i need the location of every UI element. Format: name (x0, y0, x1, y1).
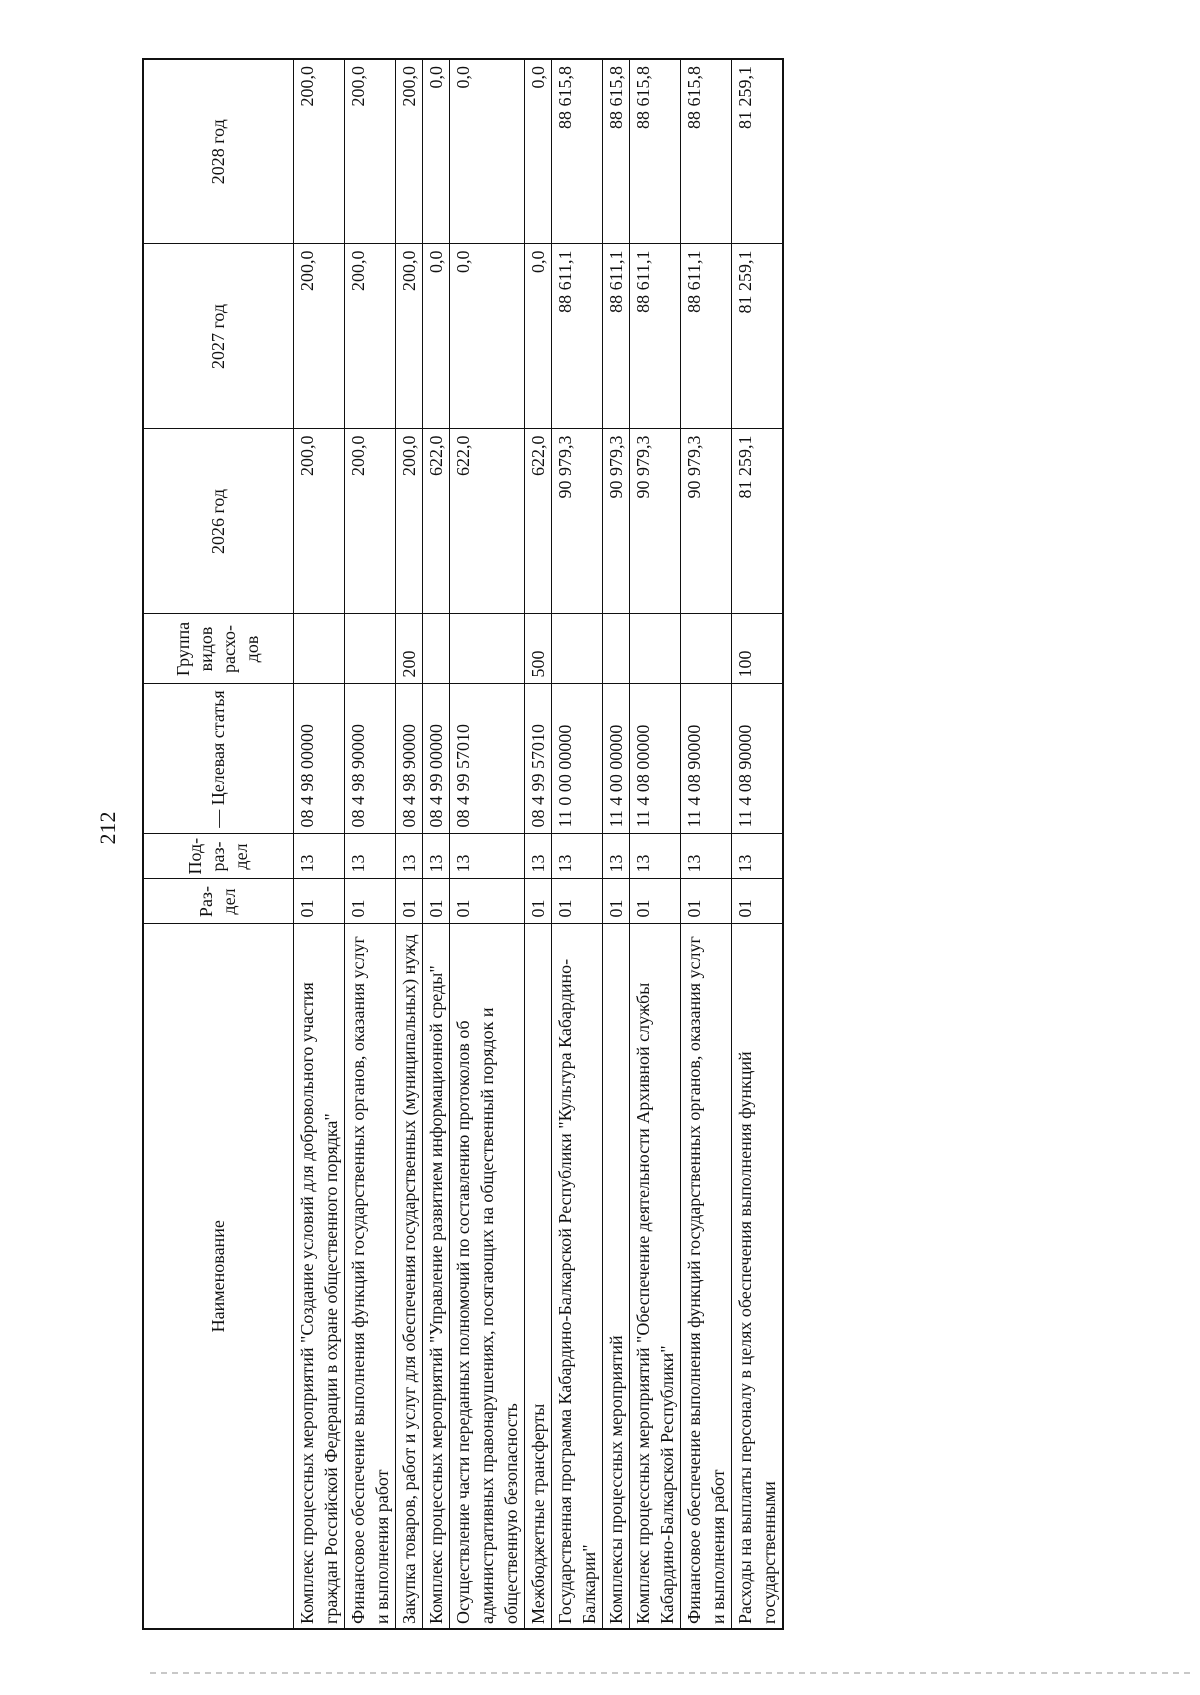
row-2026: 90 979,3 (629, 429, 680, 614)
table-row (449, 59, 524, 1629)
row-razdel: 01 (344, 879, 395, 924)
row-2028: 88 615,8 (629, 59, 680, 244)
row-vid-rashodov: 100 (731, 614, 783, 684)
row-vid-rashodov (551, 614, 602, 684)
row-2028: 200,0 (293, 59, 344, 244)
row-podrazdel: 13 (551, 834, 602, 879)
table-row (731, 59, 783, 1629)
table-row (602, 59, 629, 1629)
header-razdel: Раз-дел (143, 879, 293, 924)
row-vid-rashodov (344, 614, 395, 684)
row-2028: 88 615,8 (680, 59, 731, 244)
table-header-row (143, 59, 293, 1629)
header-celevaya-statya: — Целевая статья (143, 684, 293, 834)
row-razdel: 01 (395, 879, 422, 924)
row-razdel: 01 (629, 879, 680, 924)
row-2027: 88 611,1 (680, 244, 731, 429)
row-2028: 88 615,8 (551, 59, 602, 244)
rotated-table-container (142, 60, 1082, 1630)
row-name: Комплекс процессных мероприятий "Обеспечение деятельности Архивной службы Кабардино-Балкарской Республики" (629, 924, 680, 1629)
header-name: Наименование (143, 924, 293, 1629)
table-row (344, 59, 395, 1629)
scan-artifact-line (150, 1672, 1195, 1674)
row-razdel: 01 (524, 879, 551, 924)
row-podrazdel: 13 (344, 834, 395, 879)
row-podrazdel: 13 (422, 834, 449, 879)
budget-table (142, 58, 784, 1630)
table-row (680, 59, 731, 1629)
table-row (551, 59, 602, 1629)
row-podrazdel: 13 (731, 834, 783, 879)
row-2026: 90 979,3 (551, 429, 602, 614)
row-razdel: 01 (680, 879, 731, 924)
page-number: 212 (95, 811, 120, 845)
table-row (422, 59, 449, 1629)
row-2028: 200,0 (395, 59, 422, 244)
row-razdel: 01 (449, 879, 524, 924)
row-2026: 81 259,1 (731, 429, 783, 614)
row-2028: 0,0 (524, 59, 551, 244)
row-name: Межбюджетные трансферты (524, 924, 551, 1629)
row-celevaya-statya: 11 4 00 00000 (602, 684, 629, 834)
row-2028: 88 615,8 (602, 59, 629, 244)
row-vid-rashodov (293, 614, 344, 684)
row-2026: 622,0 (422, 429, 449, 614)
row-name: Финансовое обеспечение выполнения функций государственных органов, оказания услуг и выполнения работ (680, 924, 731, 1629)
row-celevaya-statya: 11 0 00 00000 (551, 684, 602, 834)
row-celevaya-statya: 08 4 98 90000 (395, 684, 422, 834)
row-podrazdel: 13 (524, 834, 551, 879)
row-2027: 0,0 (524, 244, 551, 429)
header-2026: 2026 год (143, 429, 293, 614)
row-2026: 200,0 (344, 429, 395, 614)
row-vid-rashodov (629, 614, 680, 684)
row-2027: 200,0 (395, 244, 422, 429)
row-2027: 200,0 (344, 244, 395, 429)
row-2026: 90 979,3 (602, 429, 629, 614)
table-row (629, 59, 680, 1629)
row-2028: 0,0 (449, 59, 524, 244)
row-2028: 81 259,1 (731, 59, 783, 244)
row-celevaya-statya: 11 4 08 90000 (731, 684, 783, 834)
row-celevaya-statya: 11 4 08 00000 (629, 684, 680, 834)
row-vid-rashodov (602, 614, 629, 684)
row-name: Закупка товаров, работ и услуг для обеспечения государственных (муниципальных) нужд (395, 924, 422, 1629)
row-celevaya-statya: 08 4 99 00000 (422, 684, 449, 834)
row-razdel: 01 (293, 879, 344, 924)
row-podrazdel: 13 (629, 834, 680, 879)
row-2026: 622,0 (524, 429, 551, 614)
row-vid-rashodov (680, 614, 731, 684)
row-2027: 0,0 (449, 244, 524, 429)
row-2027: 88 611,1 (629, 244, 680, 429)
row-name: Государственная программа Кабардино-Балкарской Республики "Культура Кабардино-Балкарии" (551, 924, 602, 1629)
row-celevaya-statya: 08 4 99 57010 (524, 684, 551, 834)
row-name: Комплексы процессных мероприятий (602, 924, 629, 1629)
row-vid-rashodov: 500 (524, 614, 551, 684)
row-celevaya-statya: 08 4 99 57010 (449, 684, 524, 834)
row-razdel: 01 (602, 879, 629, 924)
row-2028: 200,0 (344, 59, 395, 244)
row-2026: 90 979,3 (680, 429, 731, 614)
table-row (293, 59, 344, 1629)
row-2026: 200,0 (293, 429, 344, 614)
row-name: Комплекс процессных мероприятий "Управление развитием информационной среды" (422, 924, 449, 1629)
row-podrazdel: 13 (680, 834, 731, 879)
row-vid-rashodov (449, 614, 524, 684)
row-name: Комплекс процессных мероприятий "Создание условий для добровольного участия граждан Российской Федерации в охране общественного порядка" (293, 924, 344, 1629)
row-celevaya-statya: 08 4 98 90000 (344, 684, 395, 834)
row-2028: 0,0 (422, 59, 449, 244)
row-2027: 88 611,1 (602, 244, 629, 429)
header-vid-rashodov: Группа видов расхо-дов (143, 614, 293, 684)
table-row (395, 59, 422, 1629)
row-2027: 81 259,1 (731, 244, 783, 429)
row-2027: 88 611,1 (551, 244, 602, 429)
row-vid-rashodov: 200 (395, 614, 422, 684)
row-podrazdel: 13 (395, 834, 422, 879)
row-2026: 622,0 (449, 429, 524, 614)
row-razdel: 01 (551, 879, 602, 924)
row-2026: 200,0 (395, 429, 422, 614)
row-razdel: 01 (731, 879, 783, 924)
row-celevaya-statya: 08 4 98 00000 (293, 684, 344, 834)
header-2027: 2027 год (143, 244, 293, 429)
row-2027: 200,0 (293, 244, 344, 429)
header-podrazdel: Под-раз-дел (143, 834, 293, 879)
row-celevaya-statya: 11 4 08 90000 (680, 684, 731, 834)
row-podrazdel: 13 (293, 834, 344, 879)
row-podrazdel: 13 (602, 834, 629, 879)
table-row (524, 59, 551, 1629)
row-2027: 0,0 (422, 244, 449, 429)
row-vid-rashodov (422, 614, 449, 684)
row-name: Финансовое обеспечение выполнения функций государственных органов, оказания услуг и выполнения работ (344, 924, 395, 1629)
row-name: Расходы на выплаты персоналу в целях обеспечения выполнения функций государственными (731, 924, 783, 1629)
row-razdel: 01 (422, 879, 449, 924)
header-2028: 2028 год (143, 59, 293, 244)
row-podrazdel: 13 (449, 834, 524, 879)
row-name: Осуществление части переданных полномочий по составлению протоколов об административных правонарушениях, посягающих на общественный порядок и общественную безопасность (449, 924, 524, 1629)
